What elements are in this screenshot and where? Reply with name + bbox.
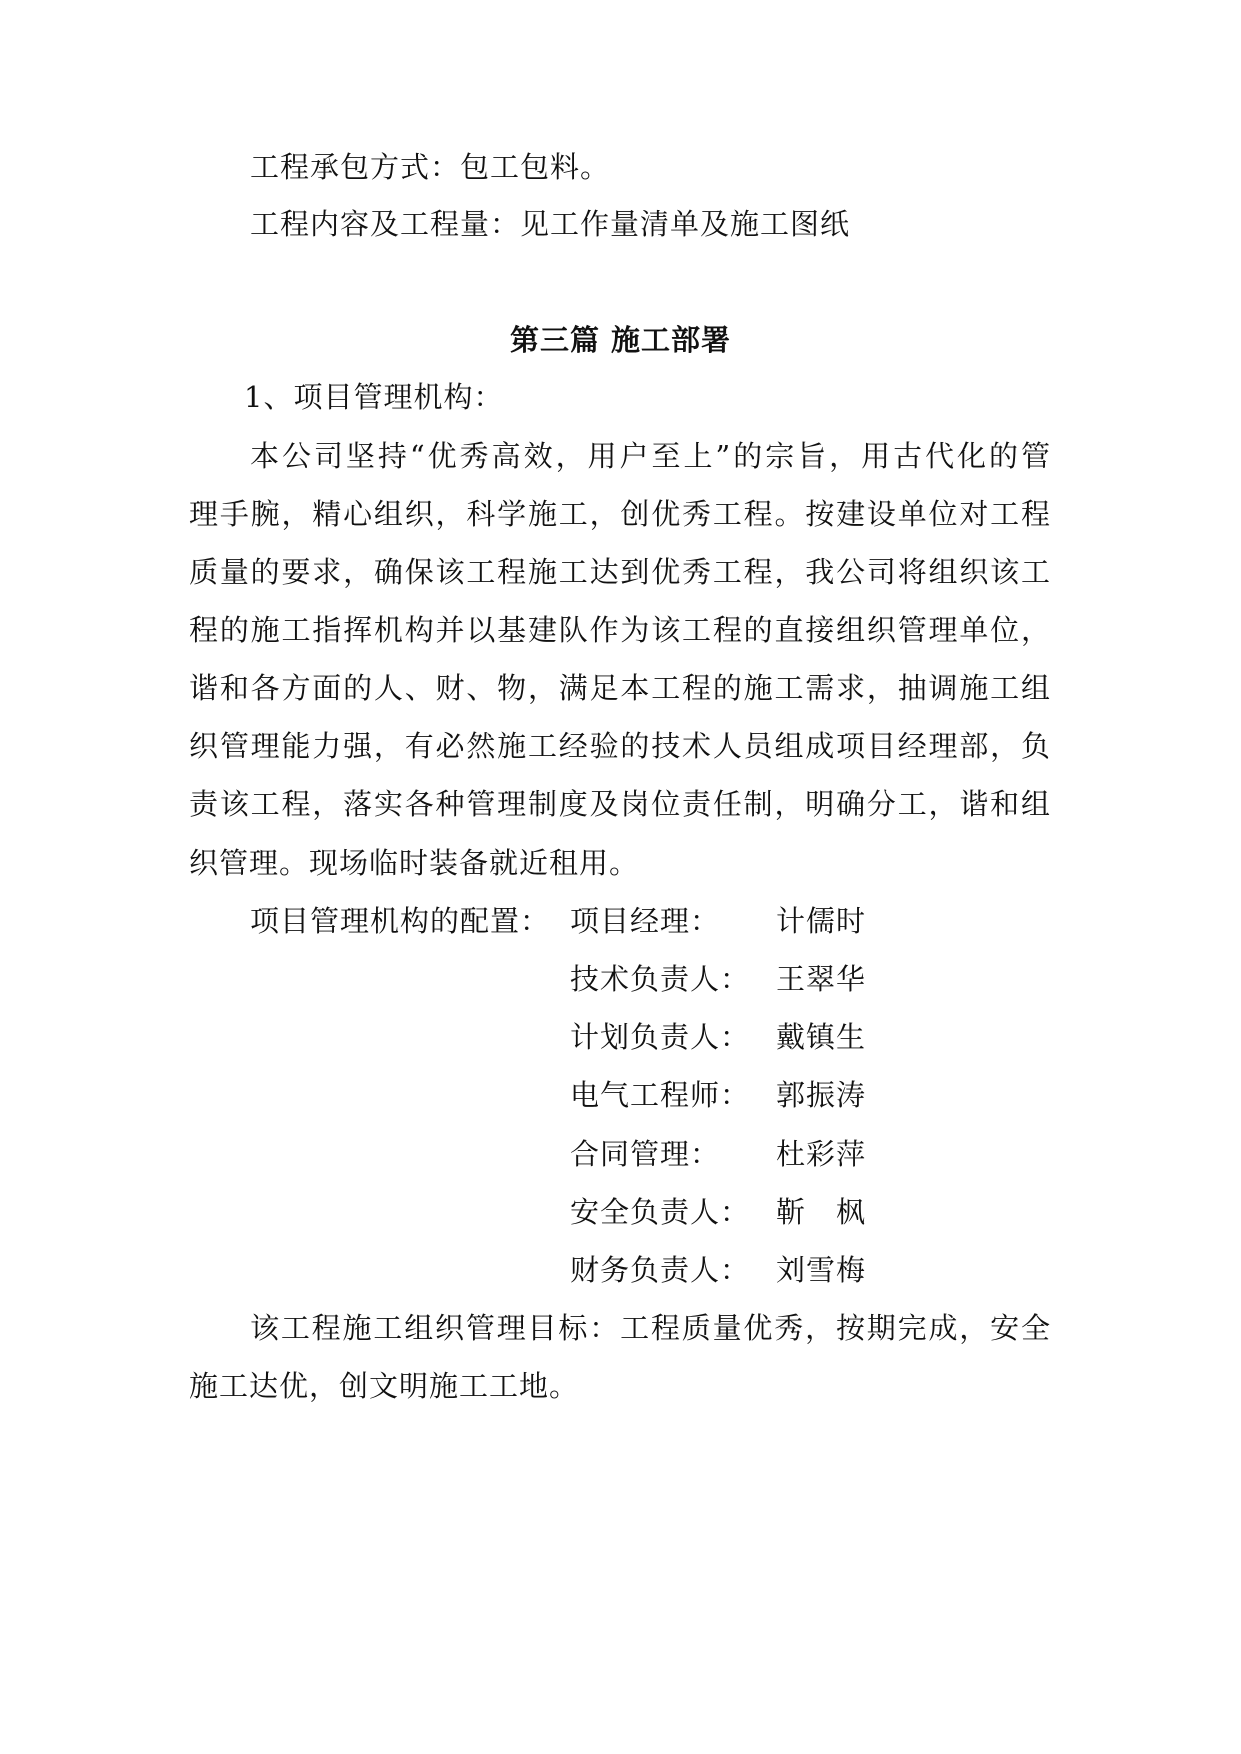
staff-name: 杜彩萍 [776, 1137, 867, 1171]
goal-line: 该工程施工组织管理目标：工程质量优秀，按期完成，安全 [250, 1311, 1051, 1345]
staff-role: 合同管理： [570, 1137, 721, 1171]
paragraph-line: 理手腕，精心组织，科学施工，创优秀工程。按建设单位对工程 [189, 497, 1051, 531]
paragraph-line: 织管理。现场临时装备就近租用。 [189, 846, 640, 880]
staff-role: 安全负责人： [570, 1195, 751, 1229]
staff-role: 电气工程师： [570, 1078, 751, 1112]
paragraph-line: 责该工程，落实各种管理制度及岗位责任制，明确分工，谐和组 [189, 787, 1051, 821]
section-heading: 第三篇 施工部署 [509, 323, 732, 357]
staff-name: 计儒时 [776, 904, 867, 938]
paragraph-line: 质量的要求，确保该工程施工达到优秀工程，我公司将组织该工 [189, 555, 1051, 589]
staff-intro: 项目管理机构的配置： [250, 904, 551, 938]
scope-line: 工程内容及工程量：见工作量清单及施工图纸 [250, 207, 851, 241]
staff-role: 计划负责人： [570, 1020, 751, 1054]
goal-line: 施工达优，创文明施工工地。 [189, 1369, 580, 1403]
staff-name: 郭振涛 [776, 1078, 867, 1112]
staff-name: 王翠华 [776, 962, 867, 996]
staff-name: 靳 枫 [776, 1195, 867, 1229]
staff-name: 戴镇生 [776, 1020, 867, 1054]
paragraph-line: 谐和各方面的人、财、物，满足本工程的施工需求，抽调施工组 [189, 671, 1051, 705]
paragraph-line: 织管理能力强，有必然施工经验的技术人员组成项目经理部，负 [189, 729, 1051, 763]
paragraph-line: 本公司坚持“优秀高效，用户至上”的宗旨，用古代化的管 [250, 439, 1051, 473]
staff-name: 刘雪梅 [776, 1253, 867, 1287]
staff-role: 项目经理： [570, 904, 721, 938]
staff-role: 财务负责人： [570, 1253, 751, 1287]
paragraph-line: 程的施工指挥机构并以基建队作为该工程的直接组织管理单位， [189, 613, 1051, 647]
contract-mode-line: 工程承包方式：包工包料。 [250, 150, 611, 184]
subsection-title: 1、项目管理机构： [244, 380, 504, 414]
staff-role: 技术负责人： [570, 962, 751, 996]
